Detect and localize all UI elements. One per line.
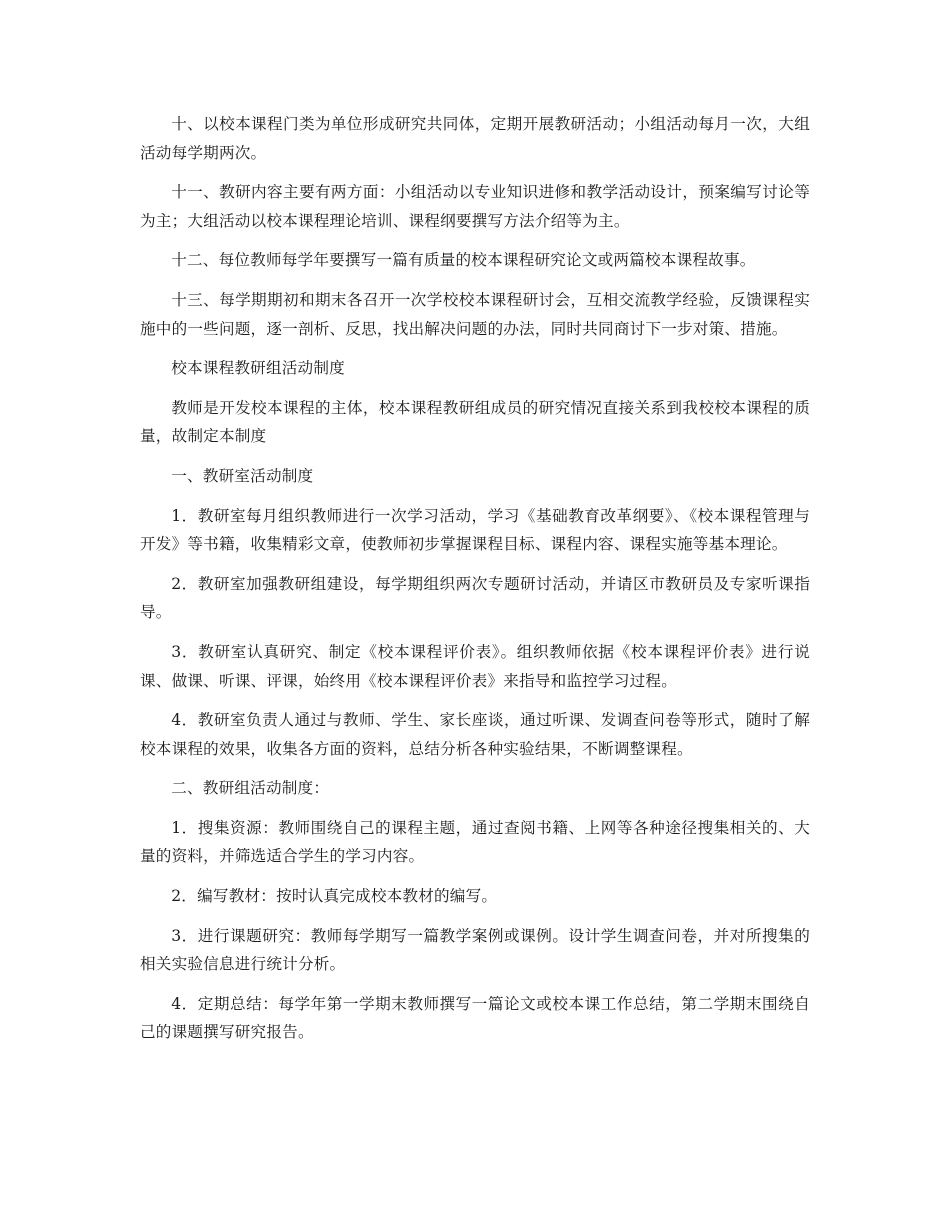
document-page bbox=[140, 110, 810, 1058]
group-rule-1: 1．搜集资源：教师围绕自己的课程主题，通过查阅书籍、上网等各种途径搜集相关的、大量的资料，并筛选适合学生的学习内容。 bbox=[140, 818, 810, 866]
heading-group-rules: 二、教研组活动制度： bbox=[171, 779, 330, 798]
section-title-teaching-group: 校本课程教研组活动制度 bbox=[171, 359, 345, 378]
heading-office-rules: 一、教研室活动制度 bbox=[171, 466, 314, 485]
office-rule-1: 1．教研室每月组织教师进行一次学习活动，学习《基础教育改革纲要》、《校本课程管理与开发》等书籍，收集精彩文章，使教师初步掌握课程目标、课程内容、课程实施等基本理论。 bbox=[140, 506, 810, 554]
paragraph-10: 十、以校本课程门类为单位形成研究共同体，定期开展教研活动；小组活动每月一次，大组活动每学期两次。 bbox=[140, 115, 810, 162]
paragraph-13: 十三、每学期期初和期末各召开一次学校校本课程研讨会，互相交流教学经验，反馈课程实施中的一些问题，逐一剖析、反思，找出解决问题的办法，同时共同商讨下一步对策、措施。 bbox=[140, 290, 810, 338]
group-rule-2: 2．编写教材：按时认真完成校本教材的编写。 bbox=[171, 887, 498, 906]
group-rule-3: 3．进行课题研究：教师每学期写一篇教学案例或课例。设计学生调查问卷，并对所搜集的相关实验信息进行统计分析。 bbox=[140, 926, 810, 974]
group-rule-4: 4．定期总结：每学年第一学期末教师撰写一篇论文或校本课工作总结，第二学期末围绕自己的课题撰写研究报告。 bbox=[140, 994, 810, 1042]
paragraph-12: 十二、每位教师每学年要撰写一篇有质量的校本课程研究论文或两篇校本课程故事。 bbox=[171, 251, 756, 270]
office-rule-2: 2．教研室加强教研组建设，每学期组织两次专题研讨活动，并请区市教研员及专家听课指导。 bbox=[140, 574, 810, 622]
office-rule-4: 4．教研室负责人通过与教师、学生、家长座谈，通过听课、发调查问卷等形式，随时了解校本课程的效果，收集各方面的资料，总结分析各种实验结果，不断调整课程。 bbox=[140, 711, 810, 758]
office-rule-3: 3．教研室认真研究、制定《校本课程评价表》。组织教师依据《校本课程评价表》进行说课、做课、听课、评课，始终用《校本课程评价表》来指导和监控学习过程。 bbox=[140, 642, 810, 690]
paragraph-11: 十一、教研内容主要有两方面：小组活动以专业知识进修和教学活动设计，预案编写讨论等为主；大组活动以校本课程理论培训、课程纲要撰写方法介绍等为主。 bbox=[140, 183, 810, 230]
intro-paragraph: 教师是开发校本课程的主体，校本课程教研组成员的研究情况直接关系到我校校本课程的质量，故制定本制度 bbox=[140, 398, 810, 446]
